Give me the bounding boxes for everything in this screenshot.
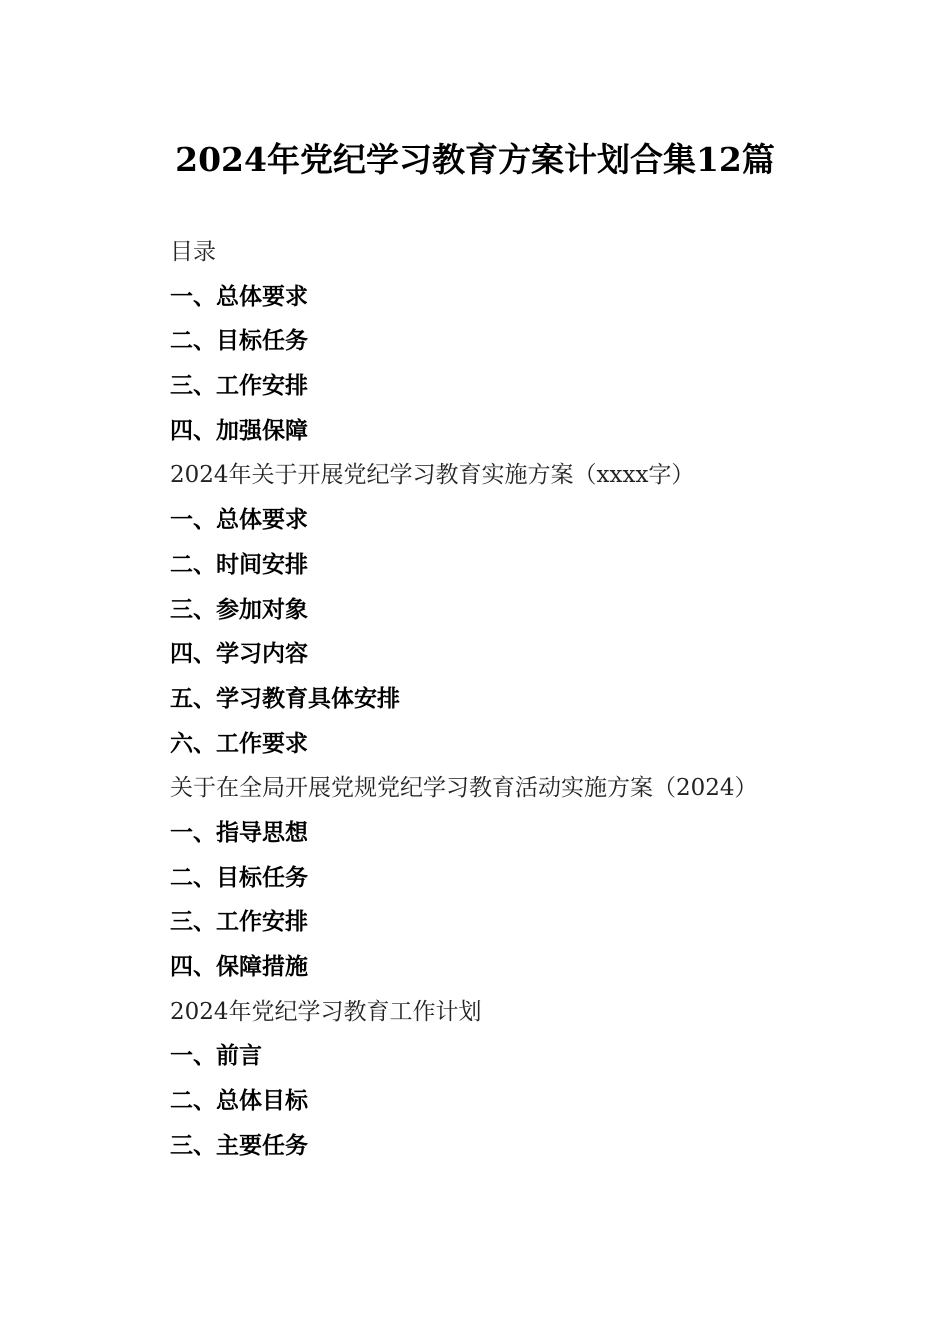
toc-line: 三、参加对象 bbox=[170, 596, 308, 623]
toc-line: 四、加强保障 bbox=[170, 417, 308, 444]
toc-line: 四、学习内容 bbox=[170, 641, 308, 668]
toc-line: 一、前言 bbox=[170, 1043, 262, 1070]
toc-line: 二、总体目标 bbox=[170, 1088, 308, 1115]
table-of-contents bbox=[170, 230, 870, 1168]
toc-line: 二、目标任务 bbox=[170, 864, 308, 891]
toc-line: 三、工作安排 bbox=[170, 373, 308, 400]
toc-line: 六、工作要求 bbox=[170, 730, 308, 757]
toc-line: 三、主要任务 bbox=[170, 1132, 308, 1159]
toc-line-contents-label: 目录 bbox=[170, 239, 216, 265]
toc-line: 一、指导思想 bbox=[170, 819, 308, 846]
document-title: 2024年党纪学习教育方案计划合集12篇 bbox=[175, 140, 775, 179]
toc-line: 四、保障措施 bbox=[170, 954, 308, 980]
toc-section-title: 2024年党纪学习教育工作计划 bbox=[170, 998, 482, 1025]
toc-line: 二、目标任务 bbox=[170, 328, 308, 355]
toc-line: 一、总体要求 bbox=[170, 507, 308, 534]
toc-line: 三、工作安排 bbox=[170, 909, 308, 936]
toc-section-title: 2024年关于开展党纪学习教育实施方案（xxxx字） bbox=[170, 462, 695, 489]
toc-section-title: 关于在全局开展党规党纪学习教育活动实施方案（2024） bbox=[170, 775, 758, 802]
toc-line: 五、学习教育具体安排 bbox=[170, 685, 400, 712]
toc-line: 二、时间安排 bbox=[170, 551, 308, 578]
toc-line: 一、总体要求 bbox=[170, 283, 308, 310]
